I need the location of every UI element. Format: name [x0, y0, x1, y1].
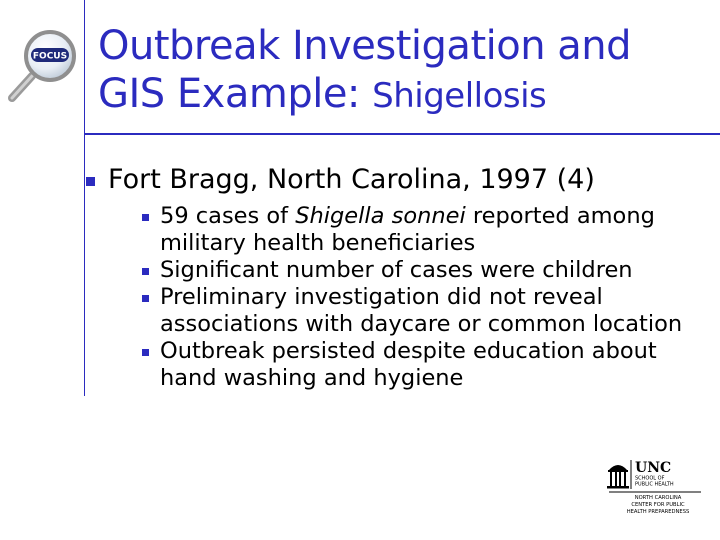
sub-bullet-1-pre: 59 cases of	[160, 203, 296, 229]
slide-title	[98, 22, 698, 120]
sub-bullet-4-text: Outbreak persisted despite education about hand washing and hygiene	[160, 338, 657, 391]
sub-bullet-4	[160, 338, 705, 392]
title-divider-line	[84, 133, 720, 135]
sub-bullet-2-text: Significant number of cases were children	[160, 257, 633, 283]
bullet-square-icon	[142, 268, 149, 275]
sub-bullet-1-species: Shigella sonnei	[295, 203, 466, 229]
old-well-icon	[607, 465, 629, 489]
title-line-2	[98, 70, 698, 120]
school-line-1: SCHOOL OF	[635, 475, 665, 482]
sub-bullet-1	[160, 203, 705, 257]
focus-logo-text: FOCUS	[32, 51, 68, 62]
bullet-square-icon	[86, 177, 95, 186]
main-bullet	[108, 163, 708, 197]
focus-magnifier-icon	[4, 22, 84, 102]
sub-bullet-list	[160, 203, 705, 392]
center-line-2: CENTER FOR PUBLIC	[631, 502, 685, 508]
bullet-square-icon	[142, 295, 149, 302]
center-line-1: NORTH CAROLINA	[634, 495, 682, 501]
sub-bullet-3	[160, 284, 705, 338]
title-line-2-main: GIS Example:	[98, 71, 373, 117]
sub-bullet-1-post: reported among military health beneficiaries	[160, 203, 655, 256]
vertical-accent-line	[84, 0, 85, 396]
bullet-square-icon	[142, 214, 149, 221]
unc-text: UNC	[635, 460, 672, 476]
center-line-3: HEALTH PREPAREDNESS	[626, 509, 690, 515]
school-line-2: PUBLIC HEALTH	[635, 481, 674, 488]
title-line-1: Outbreak Investigation and	[98, 23, 632, 69]
unc-public-health-logo	[606, 458, 704, 518]
bullet-square-icon	[142, 349, 149, 356]
title-line-2-emph: Shigellosis	[372, 76, 547, 116]
sub-bullet-2	[160, 257, 705, 284]
main-bullet-text: Fort Bragg, North Carolina, 1997 (4)	[108, 164, 595, 195]
sub-bullet-3-text: Preliminary investigation did not reveal associations with daycare or common location	[160, 284, 683, 337]
